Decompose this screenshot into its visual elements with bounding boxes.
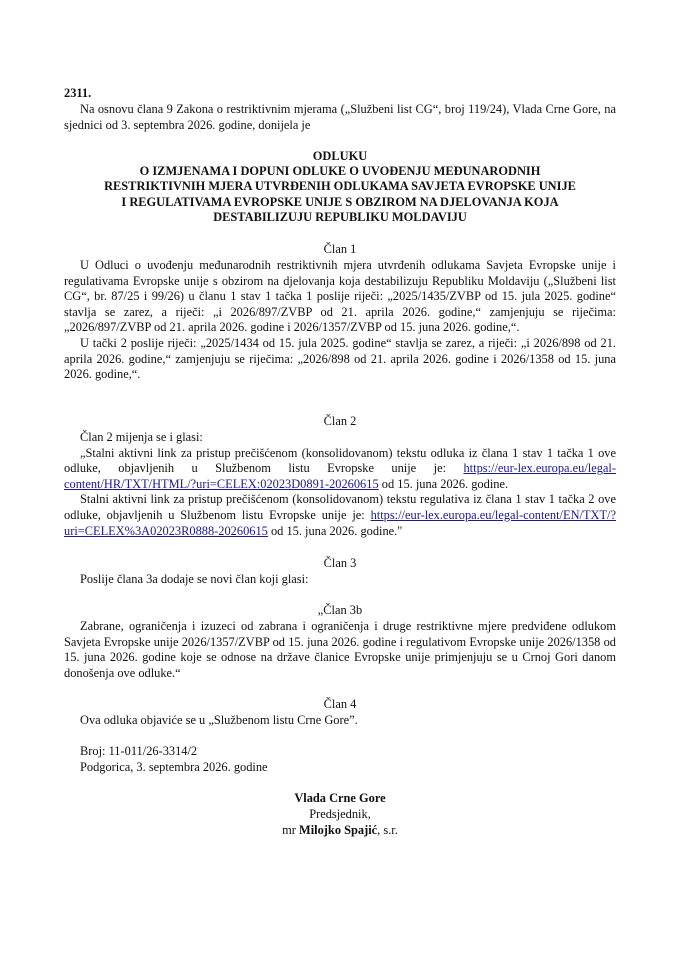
clan1-paragraph-1: U Odluci o uvođenju međunarodnih restriktivnih mjera utvrđenih odlukama Savjeta Evropske unije i regulativama Evropske unije s obzirom na djelovanja koja destabilizuju Republiku Moldaviju („Službeni list CG“, br. 87/25 i 99/26) u članu 1 stav 1 tačka 1 poslije riječi: „2025/1435/ZVBP od 15. jula 2025. godine“ stavlja se zarez, a riječi: „i 2026/897/ZVBP od 21. aprila 2026. godine,“ zamjenjuju se riječima: „2026/897/ZVBP od 21. aprila 2026. godine i 2026/1357/ZVBP od 15. juna 2026. godine,“. (64, 258, 616, 335)
clan2-p2-text: Stalni aktivni link za pristup prečišćenom (konsolidovanom) tekstu regulativa iz člana 1 stav 1 tačka 2 ove odluke, objavljenih u Službenom listu Evropske unije je: (64, 492, 616, 522)
clan3-intro: Poslije člana 3a dodaje se novi član koji glasi: (80, 572, 309, 586)
title-subject: O IZMJENAMA I DOPUNI ODLUKE O UVOĐENJU MEĐUNARODNIH RESTRIKTIVNIH MJERA UTVRĐENIH ODLUKAMA SAVJETA EVROPSKE UNIJE I REGULATIVAMA EVROPSKE UNIJE S OBZIROM NA DJELOVANJA KOJA DESTABILIZUJU REPUBLIKU MOLDAVIJU (104, 164, 576, 224)
place-and-date: Podgorica, 3. septembra 2026. godine (80, 760, 268, 774)
clan3b-heading: „Član 3b (317, 603, 363, 617)
clan1-body (64, 258, 616, 383)
clan4-heading: Član 4 (323, 697, 357, 711)
clan2-paragraph-1 (64, 446, 616, 493)
signature-organization: Vlada Crne Gore (294, 791, 386, 805)
preamble: Na osnovu člana 9 Zakona o restriktivnim mjerama („Službeni list CG“, broj 119/24), Vlada Crne Gore, na sjednici od 3. septembra 2026. godine, donijela je (64, 102, 616, 132)
signature-line (64, 823, 616, 839)
signature-prefix: mr (282, 823, 300, 837)
signature-suffix: , s.r. (377, 823, 398, 837)
title-heading: ODLUKU (312, 149, 368, 163)
clan3-heading: Član 3 (323, 556, 357, 570)
signatory-name: Milojko Spajić (299, 823, 378, 837)
clan2-body (64, 430, 616, 539)
clan2-heading: Član 2 (323, 414, 357, 428)
document-reference-number: Broj: 11-011/26-3314/2 (80, 744, 198, 758)
document-number: 2311. (64, 86, 92, 100)
clan3b-paragraph: Zabrane, ograničenja i izuzeci od zabrana i ograničenja i druge restriktivne mjere predviđene odlukom Savjeta Evropske unije 2026/1357/ZVBP od 15. juna 2026. godine i regulativom Evropske unije 2026/1358 od 15. juna 2026. godine koje se odnose na države članice Evropske unije primjenjuju se u Crnoj Gori danom donošenja ove odluke.“ (64, 619, 616, 680)
signature-role: Predsjednik, (309, 807, 371, 821)
consolidated-regulations-link[interactable]: https://eur-lex.europa.eu/legal-content/EN/TXT/?uri=CELEX%3A02023R0888-20260615 (64, 507, 616, 538)
clan2-paragraph-2 (64, 492, 616, 539)
clan2-p2-tail: od 15. juna 2026. godine." (267, 523, 403, 538)
clan1-heading: Član 1 (323, 242, 357, 256)
clan2-p1-tail: od 15. juna 2026. godine. (378, 476, 509, 491)
clan4-paragraph: Ova odluka objaviće se u „Službenom listu Crne Gore”. (80, 713, 358, 727)
consolidated-decisions-link[interactable]: https://eur-lex.europa.eu/legal-content/HR/TXT/HTML/?uri=CELEX:02023D0891-20260615 (64, 461, 616, 491)
document-title (64, 149, 616, 225)
clan2-p1-text: „Stalni aktivni link za pristup prečišćenom (konsolidovanom) tekstu odluka iz člana 1 stav 1 tačka 1 ove odluke, objavljenih u Službenom listu Evropske unije je: (64, 445, 616, 476)
clan2-intro: Član 2 mijenja se i glasi: (80, 430, 203, 444)
clan1-paragraph-2: U tački 2 poslije riječi: „2025/1434 od 15. jula 2025. godine“ stavlja se zarez, a riječi: „i 2026/898 od 21. aprila 2026. godine,“ zamjenjuju se riječima: „2026/898 od 21. aprila 2026. godine i 2026/1358 od 15. juna 2026. godine,“. (64, 335, 616, 382)
